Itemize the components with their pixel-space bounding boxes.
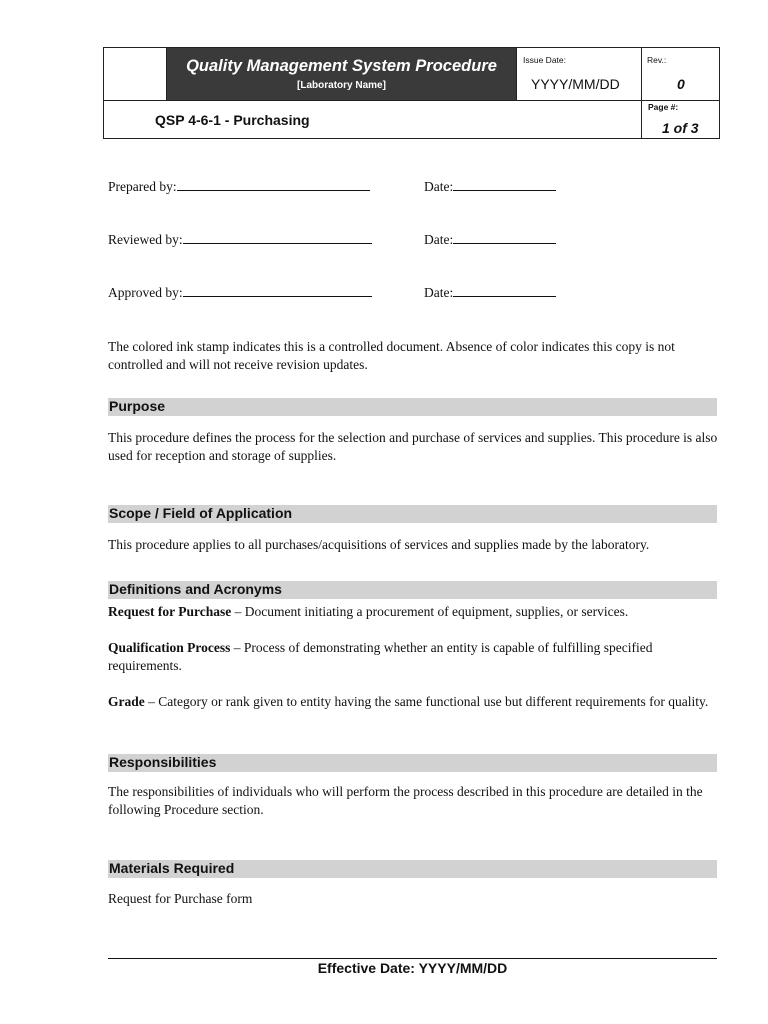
definition-term: Qualification Process [108, 640, 231, 655]
materials-heading: Materials Required [109, 860, 235, 876]
prepared-date-line[interactable] [453, 178, 556, 191]
responsibilities-heading-bar [108, 754, 717, 772]
reviewed-date-row [424, 231, 556, 248]
responsibilities-text: The responsibilities of individuals who will perform the process described in this procedure are detailed in the following Procedure section. [108, 784, 703, 817]
definition-text: – Category or rank given to entity having the same functional use but different requirements for quality. [144, 694, 709, 709]
prepared-date-label: Date: [424, 179, 454, 194]
effective-date: Effective Date: YYYY/MM/DD [317, 960, 508, 976]
reviewed-by-line[interactable] [183, 231, 372, 244]
materials-text: Request for Purchase form [108, 891, 253, 906]
purpose-heading-bar [108, 398, 717, 416]
definition-term: Grade [108, 694, 145, 709]
scope-heading: Scope / Field of Application [109, 505, 293, 521]
page-number-cell [641, 100, 720, 138]
title-banner [167, 48, 516, 100]
logo-placeholder [104, 48, 167, 100]
issue-date-value: YYYY/MM/DD [531, 76, 620, 92]
approved-by-row [108, 284, 372, 301]
document-title: QSP 4-6-1 - Purchasing [155, 112, 310, 128]
approved-date-line[interactable] [453, 284, 556, 297]
prepared-by-line[interactable] [177, 178, 370, 191]
definitions-heading-bar [108, 581, 717, 599]
revision-label: Rev.: [647, 55, 667, 65]
revision-value: 0 [677, 76, 685, 92]
issue-date-label: Issue Date: [523, 55, 566, 65]
definition-term: Request for Purchase [108, 604, 232, 619]
header-divider [104, 100, 719, 101]
definition-item [108, 693, 720, 711]
document-header [103, 47, 720, 139]
reviewed-date-label: Date: [424, 232, 454, 247]
system-title: Quality Management System Procedure [186, 57, 497, 75]
scope-text: This procedure applies to all purchases/acquisitions of services and supplies made by the laboratory. [108, 537, 650, 552]
definition-item [108, 639, 720, 675]
materials-heading-bar [108, 860, 717, 878]
issue-date-cell [516, 48, 642, 100]
purpose-text: This procedure defines the process for the selection and purchase of services and supplies. This procedure is also used for reception and storage of supplies. [108, 430, 718, 463]
definition-item [108, 603, 720, 621]
page-number-label: Page #: [648, 102, 679, 112]
reviewed-by-row [108, 231, 372, 248]
responsibilities-heading: Responsibilities [109, 754, 217, 770]
definition-text: – Process of demonstrating whether an entity is capable of fulfilling specified requirements. [108, 640, 653, 673]
laboratory-name: [Laboratory Name] [297, 80, 386, 91]
page-number-value: 1 of 3 [662, 120, 699, 136]
approved-by-label: Approved by: [108, 285, 183, 300]
approved-date-row [424, 284, 556, 301]
prepared-by-row [108, 178, 370, 195]
reviewed-date-line[interactable] [453, 231, 556, 244]
definitions-heading: Definitions and Acronyms [109, 581, 282, 597]
prepared-by-label: Prepared by: [108, 179, 177, 194]
footer-divider [108, 958, 717, 959]
approved-date-label: Date: [424, 285, 454, 300]
purpose-heading: Purpose [109, 398, 166, 414]
revision-cell [641, 48, 719, 100]
scope-heading-bar [108, 505, 717, 523]
reviewed-by-label: Reviewed by: [108, 232, 183, 247]
controlled-document-note: The colored ink stamp indicates this is a controlled document. Absence of color indicates this copy is not controlled and will not receive revision updates. [108, 339, 675, 372]
definition-text: – Document initiating a procurement of equipment, supplies, or services. [231, 604, 629, 619]
prepared-date-row [424, 178, 556, 195]
approved-by-line[interactable] [183, 284, 372, 297]
